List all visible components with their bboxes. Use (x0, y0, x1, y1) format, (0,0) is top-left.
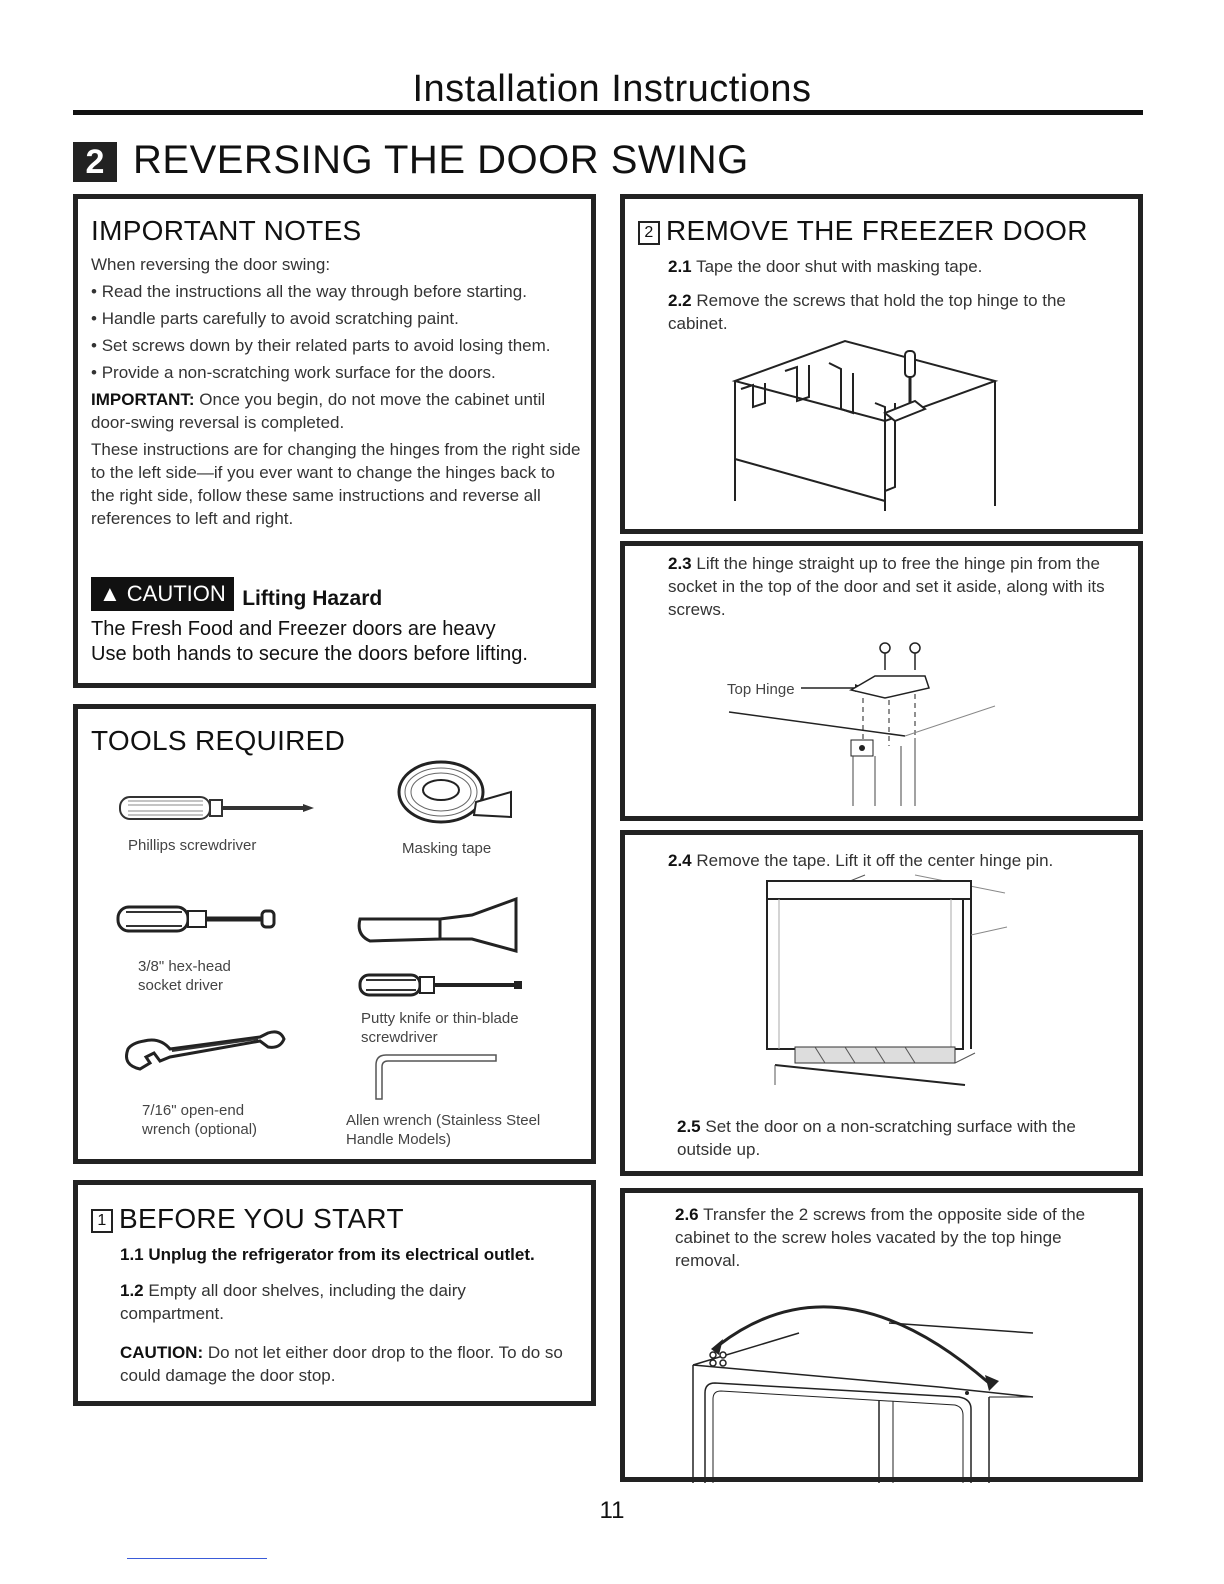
masking-tape-icon (396, 757, 516, 827)
important-notes-title: IMPORTANT NOTES (91, 215, 362, 246)
tool-caption-masking-tape: Masking tape (402, 840, 492, 857)
lift-door-diagram (755, 875, 1025, 1085)
page-header-title: Installation Instructions (412, 68, 812, 110)
socket-driver-icon (116, 899, 286, 939)
step-2-3: 2.3 Lift the hinge straight up to free the hinge pin from the socket in the top of the door and set it aside, along with its screws. (668, 554, 1105, 619)
taped-door-diagram (735, 341, 1005, 511)
top-hinge-diagram (725, 636, 1005, 816)
tool-caption-wrench: 7/16" open-end wrench (optional) (142, 1102, 258, 1138)
important-notes-body (91, 253, 581, 530)
section-title: REVERSING THE DOOR SWING (133, 138, 749, 182)
step-2-3-box (620, 541, 1143, 821)
remove-freezer-door-title: REMOVE THE FREEZER DOOR (666, 215, 1088, 246)
before-you-start-box (73, 1180, 596, 1406)
page-number: 11 (599, 1497, 625, 1524)
list-item: • Provide a non-scratching work surface for the doors. (91, 363, 496, 382)
step-2-2: 2.2 Remove the screws that hold the top hinge to the cabinet. (668, 291, 1066, 333)
caution-badge: ▲ CAUTION (91, 577, 234, 611)
list-item: • Read the instructions all the way through before starting. (91, 282, 527, 301)
tool-caption-putty-knife: Putty knife or thin-blade screwdriver (361, 1010, 519, 1046)
header-rule (73, 110, 1143, 115)
footer-link-line (127, 1558, 267, 1559)
tool-caption-phillips: Phillips screwdriver (128, 837, 257, 854)
list-item: • Handle parts carefully to avoid scratching paint. (91, 309, 459, 328)
remove-freezer-door-heading (638, 215, 1088, 247)
important-notes-box (73, 194, 596, 688)
top-hinge-label: Top Hinge (727, 681, 795, 698)
phillips-screwdriver-icon (118, 787, 318, 827)
before-you-start-title: BEFORE YOU START (119, 1203, 404, 1234)
step-1-2: 1.2 Empty all door shelves, including the dairy compartment. (120, 1281, 466, 1323)
putty-knife-icon (356, 897, 526, 957)
thin-blade-screwdriver-icon (358, 971, 528, 1001)
tool-caption-allen-wrench: Allen wrench (Stainless Steel Handle Models) (346, 1112, 541, 1148)
step-2-4: 2.4 Remove the tape. Lift it off the center hinge pin. (668, 851, 1054, 870)
step-2-6-box (620, 1188, 1143, 1482)
remove-freezer-door-box (620, 194, 1143, 534)
tool-caption-socket-driver: 3/8" hex-head socket driver (138, 958, 231, 994)
tools-required-box (73, 704, 596, 1164)
warning-triangle-icon: ▲ (99, 581, 121, 606)
caution-block (91, 577, 581, 667)
step-1-1: 1.1 Unplug the refrigerator from its electrical outlet. (120, 1245, 535, 1264)
important-paragraph: IMPORTANT: Once you begin, do not move the cabinet until door-swing reversal is completed. (91, 390, 546, 432)
important-notes-intro: When reversing the door swing: (91, 255, 331, 274)
transfer-screws-diagram (689, 1293, 1049, 1483)
tools-required-title: TOOLS REQUIRED (91, 725, 346, 756)
before-you-start-heading (91, 1203, 404, 1235)
step-number-box: 1 (91, 1209, 113, 1233)
step-2-5: 2.5 Set the door on a non-scratching surface with the outside up. (677, 1117, 1076, 1159)
section-number-badge: 2 (73, 142, 117, 182)
hinge-note: These instructions are for changing the hinges from the right side to the left side—if you ever want to change the hinges back to the right side, follow these same instructions and reverse all references to left and right. (91, 440, 581, 528)
step-2-1: 2.1 Tape the door shut with masking tape. (668, 257, 983, 276)
allen-wrench-icon (372, 1047, 502, 1107)
caution-title: Lifting Hazard (242, 587, 383, 610)
step-number-box: 2 (638, 221, 660, 245)
step-2-6: 2.6 Transfer the 2 screws from the opposite side of the cabinet to the screw holes vacated by the top hinge removal. (675, 1205, 1086, 1270)
wrench-icon (120, 1027, 290, 1077)
step-2-4-box (620, 830, 1143, 1176)
before-start-caution: CAUTION: Do not let either door drop to the floor. To do so could damage the door stop. (120, 1343, 563, 1385)
caution-text: The Fresh Food and Freezer doors are heavy Use both hands to secure the doors before lifting. (91, 618, 528, 665)
list-item: • Set screws down by their related parts to avoid losing them. (91, 336, 551, 355)
